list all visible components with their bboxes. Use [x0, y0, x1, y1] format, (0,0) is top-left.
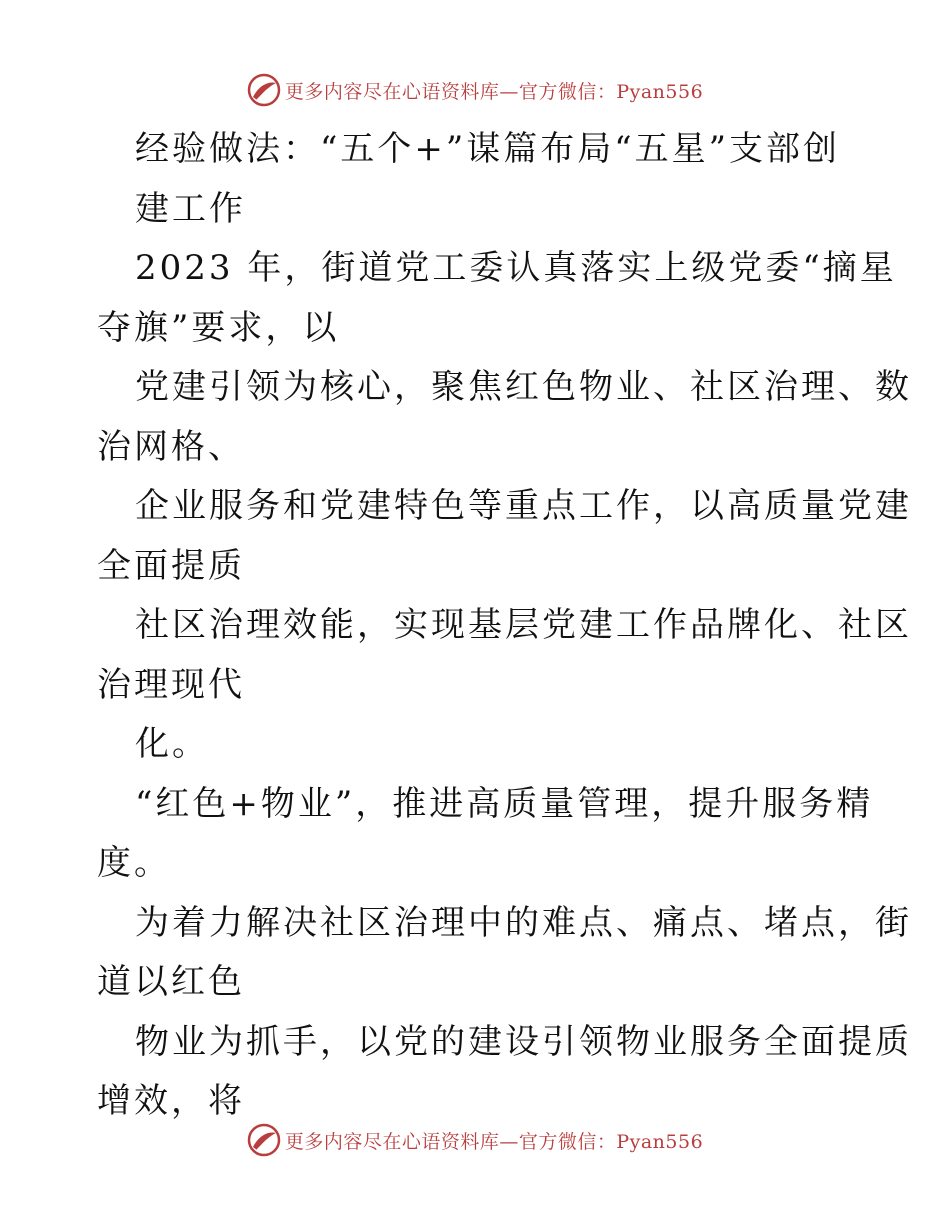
text-line: 化。	[135, 724, 209, 764]
text-line: “红色+物业”，推进高质量管理，提升服务精	[135, 783, 874, 824]
text-line: 度。	[97, 843, 171, 883]
footer-watermark	[0, 1120, 950, 1160]
text-line: 2023 年，街道党工委认真落实上级党委“摘星	[135, 248, 897, 288]
text-line: 全面提质	[97, 545, 245, 586]
pen-logo-icon	[247, 1123, 281, 1157]
text-line: 物业为抓手，以党的建设引领物业服务全面提质	[135, 1021, 912, 1062]
watermark-text: 更多内容尽在心语资料库—官方微信：Pyan556	[284, 80, 704, 103]
header-watermark	[0, 70, 950, 110]
document-body	[97, 120, 912, 1132]
text-line: 党建引领为核心，聚焦红色物业、社区治理、数	[135, 367, 912, 407]
text-line: 夺旗”要求，以	[97, 307, 340, 348]
text-line: 治理现代	[97, 664, 245, 705]
text-line: 经验做法：“五个+”谋篇布局“五星”支部创	[135, 129, 841, 169]
text-line: 社区治理效能，实现基层党建工作品牌化、社区	[135, 605, 912, 645]
text-line: 建工作	[135, 188, 246, 229]
pen-logo-icon	[247, 73, 281, 107]
text-line: 治网格、	[97, 426, 245, 467]
text-line: 增效，将	[97, 1081, 245, 1121]
text-line: 道以红色	[97, 962, 245, 1002]
text-line: 为着力解决社区治理中的难点、痛点、堵点，街	[135, 902, 912, 943]
text-line: 企业服务和党建特色等重点工作，以高质量党建	[135, 486, 912, 526]
watermark-text: 更多内容尽在心语资料库—官方微信：Pyan556	[284, 1130, 704, 1153]
